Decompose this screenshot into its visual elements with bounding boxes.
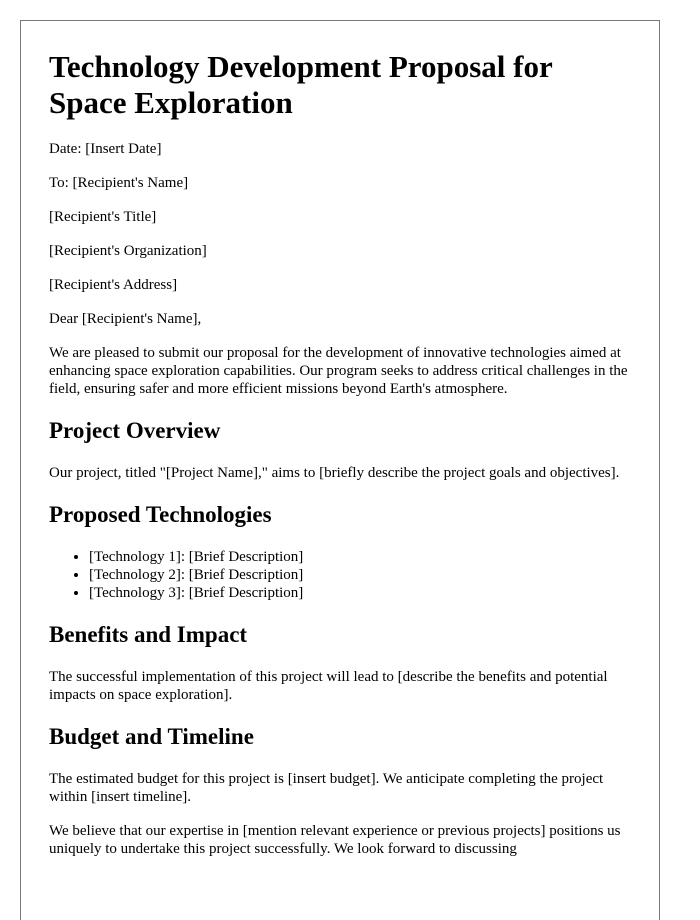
overview-heading: Project Overview xyxy=(49,418,221,443)
technologies-list xyxy=(49,548,631,602)
recipient-address-line: [Recipient's Address] xyxy=(49,277,178,293)
overview-paragraph: Our project, titled "[Project Name]," aims to [briefly describe the project goals and objectives]. xyxy=(49,465,620,481)
document-title: Technology Development Proposal for Space Exploration xyxy=(49,49,553,120)
technology-item: • [Technology 1]: [Brief Description] xyxy=(89,548,631,566)
recipient-name-line: To: [Recipient's Name] xyxy=(49,175,189,191)
technology-item: • [Technology 3]: [Brief Description] xyxy=(89,584,631,602)
technology-item: • [Technology 2]: [Brief Description] xyxy=(89,566,631,584)
benefits-paragraph: The successful implementation of this project will lead to [describe the benefits and potential impacts on space exploration]. xyxy=(49,669,608,703)
benefits-heading: Benefits and Impact xyxy=(49,622,248,647)
closing-paragraph: We believe that our expertise in [mention relevant experience or previous projects] positions us uniquely to undertake this project successfully. We look forward to discussing xyxy=(49,823,621,857)
budget-paragraph: The estimated budget for this project is [insert budget]. We anticipate completing the project within [insert timeline]. xyxy=(49,771,604,805)
recipient-title-line: [Recipient's Title] xyxy=(49,209,157,225)
date-line: Date: [Insert Date] xyxy=(49,141,162,157)
salutation: Dear [Recipient's Name], xyxy=(49,311,202,327)
recipient-organization-line: [Recipient's Organization] xyxy=(49,243,207,259)
budget-heading: Budget and Timeline xyxy=(49,724,254,749)
technologies-heading: Proposed Technologies xyxy=(49,502,272,527)
letter-page xyxy=(20,20,660,920)
intro-paragraph: We are pleased to submit our proposal for the development of innovative technologies aimed at enhancing space exploration capabilities. Our program seeks to address critical challenges in the field, ensuring safer and more efficient missions beyond Earth's atmosphere. xyxy=(49,345,628,397)
